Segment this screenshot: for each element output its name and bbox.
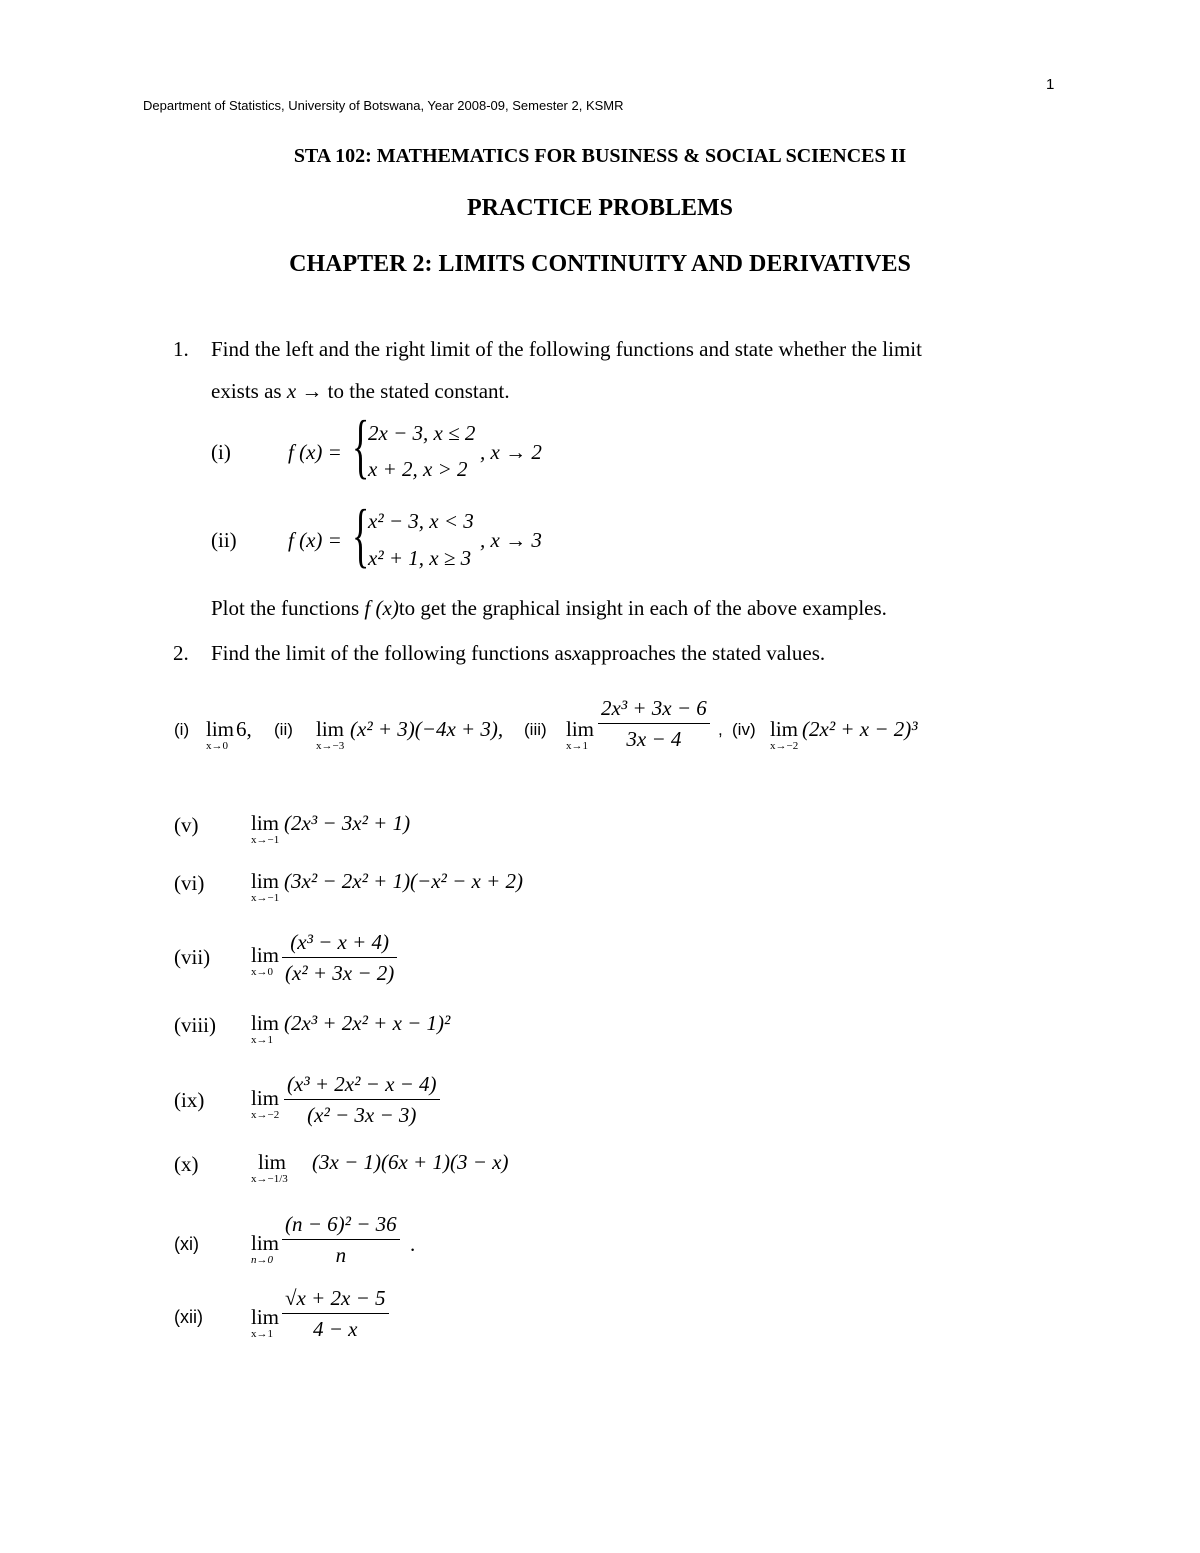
q1-ii-case2: x² + 1, x ≥ 3 — [368, 546, 472, 570]
q2-vii-lim: lim x→0 — [251, 943, 280, 979]
q2-x-lim: lim x→−1/3 — [251, 1150, 288, 1186]
q2-x-expr: (3x − 1)(6x + 1)(3 − x) — [312, 1150, 509, 1174]
q1-i-lhs: f (x) = — [288, 440, 342, 464]
q2-vii-fraction — [282, 930, 397, 986]
q2-vi-expr: (3x² − 2x² + 1)(−x² − x + 2) — [284, 869, 523, 893]
q2-text-end: approaches the stated values. — [581, 641, 826, 665]
chapter-title: CHAPTER 2: LIMITS CONTINUITY AND DERIVATIVES — [289, 251, 911, 277]
q2-vi-lim: lim x→−1 — [251, 869, 280, 905]
q2-v-label: (v) — [174, 813, 199, 837]
q2-vii-label: (vii) — [174, 945, 211, 969]
q2-iii-numerator: 2x³ + 3x − 6 — [598, 696, 710, 724]
q2-iii-lim: lim x→1 — [566, 717, 595, 753]
q2-ix-numerator: (x³ + 2x² − x − 4) — [284, 1072, 440, 1100]
q1-plot-end: to get the graphical insight in each of the above examples. — [398, 596, 887, 620]
q2-xii-label: (xii) — [174, 1307, 203, 1327]
q2-xi-tail: . — [410, 1232, 416, 1256]
q2-iv-label: (iv) — [732, 720, 756, 739]
q1-ii-label: (ii) — [211, 528, 237, 552]
q1-plot-instruction — [211, 596, 887, 621]
q2-i-label: (i) — [174, 720, 190, 739]
q2-iii-tail: , — [718, 720, 723, 739]
q2-vii-denominator: (x² + 3x − 2) — [285, 961, 395, 985]
q2-xi-label: (xi) — [174, 1234, 199, 1254]
q2-vi-label: (vi) — [174, 871, 205, 895]
q2-ix-denominator: (x² − 3x − 3) — [307, 1103, 417, 1127]
q2-text-start: Find the limit of the following functions as — [211, 641, 573, 665]
q2-i-lim: lim x→0 — [206, 717, 235, 753]
q1-plot-math: f (x) — [364, 596, 399, 620]
q2-xii-lim: lim x→1 — [251, 1305, 280, 1341]
q1-i-label: (i) — [211, 440, 231, 464]
q2-text-math: x — [572, 641, 582, 665]
q1-text-line2 — [211, 379, 510, 404]
q2-vii-numerator: (x³ − x + 4) — [282, 930, 397, 958]
q1-ii-tail: , x → 3 — [480, 528, 542, 552]
q1-text-line1: Find the left and the right limit of the following functions and state whether the limit — [211, 337, 922, 361]
q2-xi-denominator: n — [335, 1243, 347, 1267]
q2-ix-label: (ix) — [174, 1088, 205, 1112]
q2-xi-fraction — [282, 1212, 400, 1268]
q1-line2-math: x → — [286, 379, 323, 403]
q2-xi-lim: lim n→0 — [251, 1231, 280, 1267]
q2-xii-denominator: 4 − x — [313, 1317, 358, 1341]
q1-ii-brace: { — [352, 495, 370, 575]
q2-iv-expr: (2x² + x − 2)³ — [802, 717, 918, 741]
q2-xii-fraction — [282, 1286, 389, 1342]
q2-ix-fraction — [284, 1072, 440, 1128]
q2-number: 2. — [173, 641, 189, 665]
q2-ii-lim: lim x→−3 — [316, 717, 345, 753]
q1-number: 1. — [173, 337, 189, 361]
q1-i-tail: , x → 2 — [480, 440, 542, 464]
q2-iii-fraction — [598, 696, 710, 752]
q2-ix-lim: lim x→−2 — [251, 1086, 280, 1122]
q2-iii-label: (iii) — [524, 720, 547, 739]
q1-line2-start: exists as — [211, 379, 282, 403]
q2-viii-lim: lim x→1 — [251, 1011, 280, 1047]
q1-ii-case1: x² − 3, x < 3 — [368, 509, 474, 533]
q2-xi-numerator: (n − 6)² − 36 — [282, 1212, 400, 1240]
q2-v-expr: (2x³ − 3x² + 1) — [284, 811, 411, 835]
q2-viii-label: (viii) — [174, 1013, 216, 1037]
q2-text — [211, 641, 825, 666]
q2-v-lim: lim x→−1 — [251, 811, 280, 847]
running-header: Department of Statistics, University of Botswana, Year 2008-09, Semester 2, KSMR — [143, 98, 624, 113]
practice-problems-heading: PRACTICE PROBLEMS — [466, 195, 734, 221]
q2-ii-expr: (x² + 3)(−4x + 3), — [350, 717, 504, 741]
q2-xii-numerator: √x + 2x − 5 — [282, 1286, 389, 1314]
q2-iv-lim: lim x→−2 — [770, 717, 799, 753]
course-title: STA 102: MATHEMATICS FOR BUSINESS & SOCIAL SCIENCES II — [293, 145, 907, 167]
q2-i-expr: 6, — [236, 717, 252, 741]
q1-i-brace: { — [352, 406, 370, 486]
page-number: 1 — [1046, 76, 1055, 93]
q1-plot-start: Plot the functions — [211, 596, 360, 620]
q1-line2-end: to the stated constant. — [327, 379, 510, 403]
q1-ii-lhs: f (x) = — [288, 528, 342, 552]
q1-i-case2: x + 2, x > 2 — [368, 457, 468, 481]
q2-iii-denominator: 3x − 4 — [626, 727, 682, 751]
q2-ii-label: (ii) — [274, 720, 293, 739]
q2-x-label: (x) — [174, 1152, 199, 1176]
q1-i-case1: 2x − 3, x ≤ 2 — [368, 421, 476, 445]
q2-viii-expr: (2x³ + 2x² + x − 1)² — [284, 1011, 451, 1035]
